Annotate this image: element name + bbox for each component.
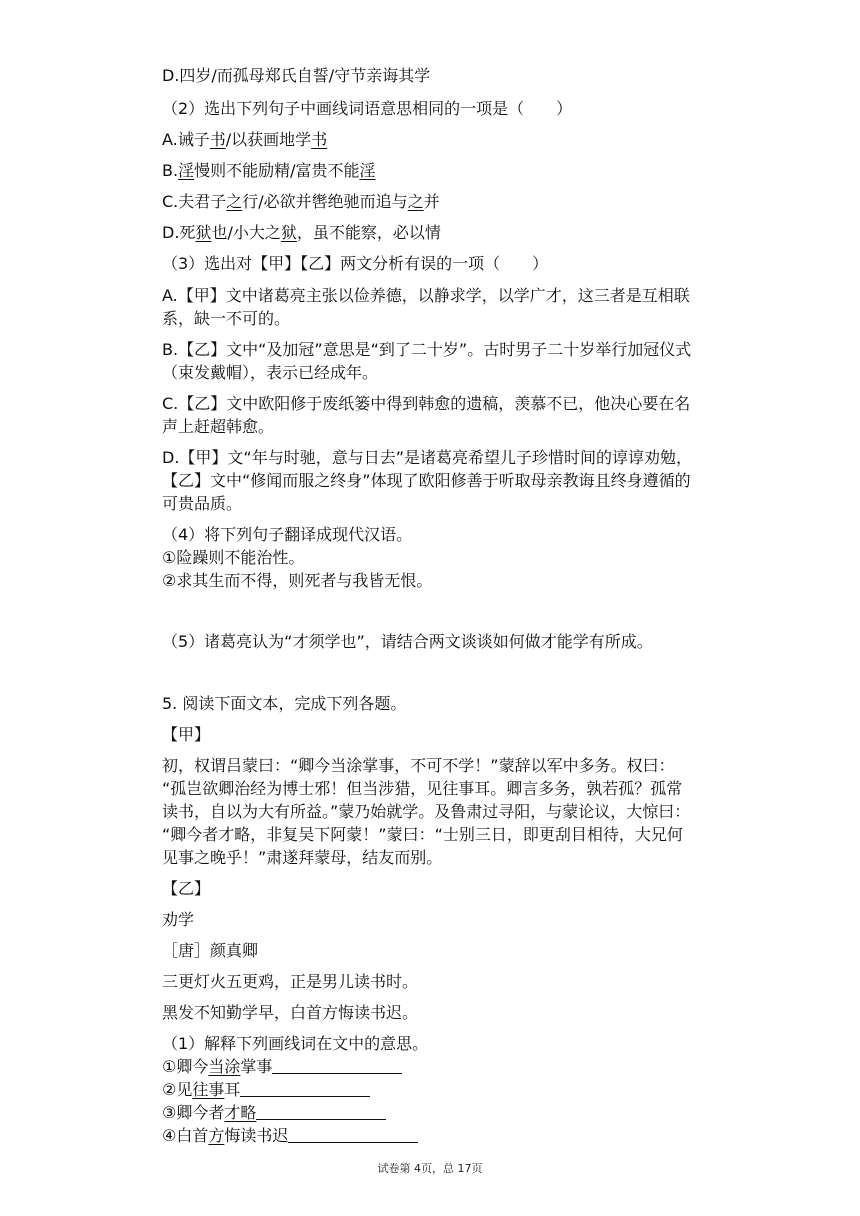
q4-sentence-2: ②求其生而不得，则死者与我皆无恨。 xyxy=(162,571,433,590)
q3-option-c-line2: 声上赶超韩愈。 xyxy=(162,417,275,436)
poem-title: 劝学 xyxy=(162,910,195,929)
text-jia-line3: 读书，自以为大有所益。”蒙乃始就学。及鲁肃过寻阳，与蒙论议，大惊曰： xyxy=(162,802,691,821)
q5-1-item2: ②见往事耳 xyxy=(162,1080,742,1100)
option-d-q1: D.四岁/而孤母郑氏自誓/守节亲诲其学 xyxy=(162,66,431,85)
text-yi-label: 【乙】 xyxy=(162,879,211,898)
page-footer: 试卷第 4页，总 17页 xyxy=(377,1162,483,1175)
q3-option-d-line2: 【乙】文中“修闻而服之终身”体现了欧阳修善于听取母亲教诲且终身遵循的 xyxy=(162,471,691,490)
q3-option-c-line1: C.【乙】文中欧阳修于废纸篓中得到韩愈的遗稿，羡慕不已，他决心要在名 xyxy=(162,394,691,413)
q5-1-stem: （1）解释下列画线词在文中的意思。 xyxy=(162,1034,429,1053)
question-5-title: 5. 阅读下面文本，完成下列各题。 xyxy=(162,694,407,713)
q4-stem: （4）将下列句子翻译成现代汉语。 xyxy=(162,525,413,544)
q5-stem: （5）诸葛亮认为“才须学也”，请结合两文谈谈如何做才能学有所成。 xyxy=(162,632,653,651)
q4-sentence-1: ①险躁则不能治性。 xyxy=(162,548,305,567)
q2-option-a: A.诫子书/以获画地学书 xyxy=(162,130,328,149)
q3-option-a-line2: 系，缺一不可的。 xyxy=(162,309,291,328)
q3-stem: （3）选出对【甲】【乙】两文分析有误的一项（ ） xyxy=(162,254,549,273)
q2-option-c: C.夫君子之行/必欲并辔绝驰而追与之并 xyxy=(162,192,440,211)
poem-author: ［唐］颜真卿 xyxy=(162,941,259,960)
text-jia-line1: 初，权谓吕蒙曰：“卿今当涂掌事，不可不学！”蒙辞以军中多务。权曰： xyxy=(162,756,675,775)
text-jia-label: 【甲】 xyxy=(162,725,211,744)
q5-1-item1: ①卿今当涂掌事 xyxy=(162,1057,742,1077)
q3-option-a-line1: A.【甲】文中诸葛亮主张以俭养德，以静求学，以学广才，这三者是互相联 xyxy=(162,286,690,305)
text-jia-line5: 见事之晚乎！”肃遂拜蒙母，结友而别。 xyxy=(162,848,443,867)
answer-blank[interactable] xyxy=(240,1080,370,1097)
poem-line1: 三更灯火五更鸡，正是男儿读书时。 xyxy=(162,972,419,991)
answer-blank[interactable] xyxy=(272,1057,402,1074)
q3-option-d-line3: 可贵品质。 xyxy=(162,494,243,513)
q3-option-b-line1: B.【乙】文中“及加冠”意思是“到了二十岁”。古时男子二十岁举行加冠仪式 xyxy=(162,340,692,359)
text-jia-line4: “卿今者才略，非复吴下阿蒙！”蒙曰：“士别三日，即更刮目相待，大兄何 xyxy=(162,825,683,844)
q5-1-item3: ③卿今者才略 xyxy=(162,1103,742,1123)
q2-option-d: D.死狱也/小大之狱，虽不能察，必以情 xyxy=(162,223,441,242)
q3-option-d-line1: D.【甲】文“年与时驰，意与日去”是诸葛亮希望儿子珍惜时间的谆谆劝勉， xyxy=(162,448,692,467)
answer-blank[interactable] xyxy=(256,1103,386,1120)
answer-blank[interactable] xyxy=(288,1126,418,1143)
q5-1-item4: ④白首方悔读书迟 xyxy=(162,1126,742,1146)
poem-line2: 黑发不知勤学早，白首方悔读书迟。 xyxy=(162,1003,419,1022)
q3-option-b-line2: （束发戴帽），表示已经成年。 xyxy=(162,363,379,382)
text-jia-line2: “孤岂欲卿治经为博士邪！但当涉猎，见往事耳。卿言多务，孰若孤？孤常 xyxy=(162,779,683,798)
q2-stem: （2）选出下列句子中画线词语意思相同的一项是（ ） xyxy=(162,99,573,118)
q2-option-b: B.淫慢则不能励精/富贵不能淫 xyxy=(162,161,376,180)
